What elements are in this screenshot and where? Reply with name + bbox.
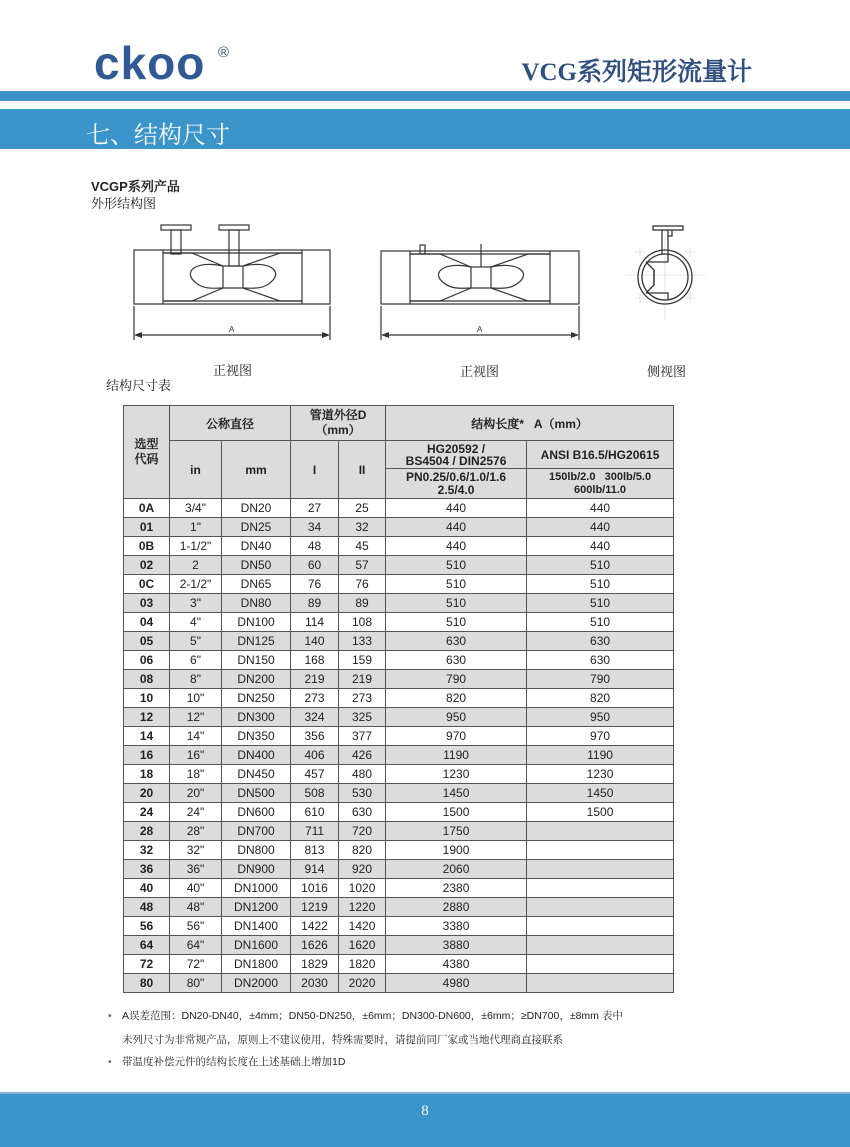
- header-pressure-hg: PN0.25/0.6/1.0/1.6 2.5/4.0: [386, 469, 527, 499]
- cell-ansi: 510: [527, 613, 674, 632]
- dimension-a-label: A: [229, 325, 235, 334]
- header-pressure-ansi: 150lb/2.0 300lb/5.0 600lb/11.0: [527, 469, 674, 499]
- cell-hg: 970: [386, 727, 527, 746]
- table-row: [124, 936, 674, 955]
- cell-d1: 324: [291, 708, 339, 727]
- cell-hg: 510: [386, 556, 527, 575]
- cell-d1: 60: [291, 556, 339, 575]
- cell-code: 64: [124, 936, 170, 955]
- cell-d2: 480: [339, 765, 386, 784]
- cell-d1: 914: [291, 860, 339, 879]
- cell-code: 01: [124, 518, 170, 537]
- cell-mm: DN450: [222, 765, 291, 784]
- cell-ansi: 820: [527, 689, 674, 708]
- cell-hg: 3380: [386, 917, 527, 936]
- cell-ansi: [527, 879, 674, 898]
- cell-mm: DN250: [222, 689, 291, 708]
- notes: [108, 1006, 623, 1073]
- cell-d1: 76: [291, 575, 339, 594]
- cell-hg: 440: [386, 499, 527, 518]
- table-row: [124, 594, 674, 613]
- cell-ansi: 1450: [527, 784, 674, 803]
- cell-code: 08: [124, 670, 170, 689]
- cell-hg: 4980: [386, 974, 527, 993]
- cell-code: 0C: [124, 575, 170, 594]
- cell-ansi: [527, 822, 674, 841]
- cell-in: 28": [170, 822, 222, 841]
- cell-d1: 1829: [291, 955, 339, 974]
- cell-mm: DN1400: [222, 917, 291, 936]
- cell-hg: 440: [386, 518, 527, 537]
- front-view-diagram-2: [378, 240, 593, 340]
- cell-in: 32": [170, 841, 222, 860]
- cell-d1: 406: [291, 746, 339, 765]
- cell-d2: 820: [339, 841, 386, 860]
- cell-d2: 32: [339, 518, 386, 537]
- cell-code: 36: [124, 860, 170, 879]
- table-row: [124, 898, 674, 917]
- cell-d2: 530: [339, 784, 386, 803]
- cell-ansi: 510: [527, 556, 674, 575]
- cell-d1: 508: [291, 784, 339, 803]
- cell-hg: 1230: [386, 765, 527, 784]
- table-row: [124, 803, 674, 822]
- table-row: [124, 727, 674, 746]
- header-std-hg: HG20592 / BS4504 / DIN2576: [386, 441, 527, 469]
- cell-in: 24": [170, 803, 222, 822]
- cell-in: 20": [170, 784, 222, 803]
- cell-mm: DN80: [222, 594, 291, 613]
- cell-ansi: 440: [527, 518, 674, 537]
- cell-ansi: 1500: [527, 803, 674, 822]
- cell-mm: DN900: [222, 860, 291, 879]
- table-row: [124, 689, 674, 708]
- cell-code: 24: [124, 803, 170, 822]
- note-1: • A误差范围：DN20-DN40，±4mm；DN50-DN250，±6mm；DN300-DN600，±6mm；≥DN700，±8mm 表中: [108, 1010, 623, 1022]
- cell-d1: 610: [291, 803, 339, 822]
- cell-ansi: [527, 917, 674, 936]
- cell-hg: 2880: [386, 898, 527, 917]
- cell-d2: 377: [339, 727, 386, 746]
- cell-d1: 1219: [291, 898, 339, 917]
- cell-ansi: 790: [527, 670, 674, 689]
- cell-d2: 159: [339, 651, 386, 670]
- cell-d1: 711: [291, 822, 339, 841]
- cell-d2: 133: [339, 632, 386, 651]
- cell-hg: 820: [386, 689, 527, 708]
- cell-code: 28: [124, 822, 170, 841]
- cell-d1: 457: [291, 765, 339, 784]
- header-in: in: [170, 441, 222, 499]
- cell-d2: 1620: [339, 936, 386, 955]
- series-heading: VCGP系列产品: [91, 179, 180, 194]
- cell-ansi: [527, 974, 674, 993]
- cell-hg: 1750: [386, 822, 527, 841]
- cell-ansi: 440: [527, 537, 674, 556]
- cell-code: 0B: [124, 537, 170, 556]
- cell-in: 56": [170, 917, 222, 936]
- table-row: [124, 841, 674, 860]
- table-row: [124, 556, 674, 575]
- cell-d2: 108: [339, 613, 386, 632]
- cell-in: 14": [170, 727, 222, 746]
- cell-in: 36": [170, 860, 222, 879]
- cell-code: 80: [124, 974, 170, 993]
- cell-d2: 920: [339, 860, 386, 879]
- cell-code: 03: [124, 594, 170, 613]
- cell-mm: DN125: [222, 632, 291, 651]
- page-number: 8: [421, 1103, 429, 1119]
- cell-in: 2-1/2": [170, 575, 222, 594]
- cell-d2: 720: [339, 822, 386, 841]
- table-row: [124, 651, 674, 670]
- cell-d1: 1626: [291, 936, 339, 955]
- cell-in: 2: [170, 556, 222, 575]
- header-nominal: 公称直径: [170, 406, 291, 441]
- header-pipe-od: 管道外径D（mm）: [291, 406, 386, 441]
- cell-hg: 510: [386, 575, 527, 594]
- cell-d2: 1020: [339, 879, 386, 898]
- cell-in: 64": [170, 936, 222, 955]
- cell-d2: 1220: [339, 898, 386, 917]
- cell-hg: 790: [386, 670, 527, 689]
- front-view-diagram-1: [125, 220, 340, 340]
- front-view-caption-2: 正视图: [460, 364, 500, 379]
- cell-code: 04: [124, 613, 170, 632]
- cell-mm: DN1600: [222, 936, 291, 955]
- cell-hg: 1500: [386, 803, 527, 822]
- cell-d1: 168: [291, 651, 339, 670]
- cell-in: 3": [170, 594, 222, 613]
- note-1-text: A误差范围：DN20-DN40，±4mm；DN50-DN250，±6mm；DN300-DN600，±6mm；≥DN700，±8mm 表中: [122, 1010, 623, 1022]
- cell-hg: 1450: [386, 784, 527, 803]
- cell-in: 6": [170, 651, 222, 670]
- cell-hg: 1190: [386, 746, 527, 765]
- cell-mm: DN1800: [222, 955, 291, 974]
- cell-hg: 1900: [386, 841, 527, 860]
- cell-in: 4": [170, 613, 222, 632]
- cell-d2: 1820: [339, 955, 386, 974]
- cell-d1: 1016: [291, 879, 339, 898]
- cell-ansi: 970: [527, 727, 674, 746]
- table-row: [124, 955, 674, 974]
- header-length: 结构长度* A（mm）: [386, 406, 674, 441]
- cell-code: 05: [124, 632, 170, 651]
- header-std-ansi: ANSI B16.5/HG20615: [527, 441, 674, 469]
- cell-in: 1-1/2": [170, 537, 222, 556]
- table-row: [124, 670, 674, 689]
- cell-code: 56: [124, 917, 170, 936]
- table-row: [124, 784, 674, 803]
- dimension-table: [123, 405, 674, 993]
- cell-code: 06: [124, 651, 170, 670]
- cell-code: 16: [124, 746, 170, 765]
- cell-d1: 114: [291, 613, 339, 632]
- cell-mm: DN50: [222, 556, 291, 575]
- cell-d1: 89: [291, 594, 339, 613]
- svg-text:A: A: [477, 325, 483, 334]
- cell-code: 18: [124, 765, 170, 784]
- header-od-ii: II: [339, 441, 386, 499]
- table-row: [124, 708, 674, 727]
- cell-mm: DN350: [222, 727, 291, 746]
- table-row: [124, 575, 674, 594]
- cell-hg: 440: [386, 537, 527, 556]
- cell-mm: DN800: [222, 841, 291, 860]
- cell-in: 5": [170, 632, 222, 651]
- cell-mm: DN300: [222, 708, 291, 727]
- table-row: [124, 746, 674, 765]
- cell-mm: DN100: [222, 613, 291, 632]
- cell-in: 80": [170, 974, 222, 993]
- cell-code: 48: [124, 898, 170, 917]
- cell-in: 10": [170, 689, 222, 708]
- cell-d2: 426: [339, 746, 386, 765]
- cell-in: 1": [170, 518, 222, 537]
- cell-d1: 48: [291, 537, 339, 556]
- cell-in: 16": [170, 746, 222, 765]
- cell-hg: 2380: [386, 879, 527, 898]
- cell-mm: DN200: [222, 670, 291, 689]
- table-row: [124, 765, 674, 784]
- cell-mm: DN20: [222, 499, 291, 518]
- cell-mm: DN65: [222, 575, 291, 594]
- note-1-continued: [122, 1030, 623, 1051]
- table-row: [124, 518, 674, 537]
- cell-ansi: 630: [527, 632, 674, 651]
- table-title: 结构尺寸表: [106, 378, 172, 393]
- outline-heading: 外形结构图: [91, 196, 157, 211]
- cell-in: 48": [170, 898, 222, 917]
- cell-code: 10: [124, 689, 170, 708]
- cell-ansi: 510: [527, 594, 674, 613]
- table-row: [124, 537, 674, 556]
- cell-d2: 1420: [339, 917, 386, 936]
- cell-d1: 27: [291, 499, 339, 518]
- cell-ansi: 1230: [527, 765, 674, 784]
- header-divider: [0, 91, 850, 101]
- table-row: [124, 860, 674, 879]
- table-row: [124, 499, 674, 518]
- table-row: [124, 822, 674, 841]
- cell-d1: 356: [291, 727, 339, 746]
- table-row: [124, 879, 674, 898]
- cell-hg: 950: [386, 708, 527, 727]
- cell-code: 32: [124, 841, 170, 860]
- side-view-diagram: [620, 220, 710, 320]
- header-code: 选型代码: [124, 406, 170, 499]
- cell-d1: 2030: [291, 974, 339, 993]
- registered-mark: ®: [218, 44, 230, 61]
- cell-d2: 89: [339, 594, 386, 613]
- cell-mm: DN700: [222, 822, 291, 841]
- cell-ansi: [527, 898, 674, 917]
- cell-code: 12: [124, 708, 170, 727]
- cell-hg: 3880: [386, 936, 527, 955]
- cell-ansi: [527, 936, 674, 955]
- note-1b-text: 未列尺寸为非常规产品，原则上不建议使用，特殊需要时，请提前同厂家或当地代理商直接联系: [122, 1034, 563, 1046]
- side-view-caption: 侧视图: [647, 364, 687, 379]
- cell-code: 72: [124, 955, 170, 974]
- cell-hg: 4380: [386, 955, 527, 974]
- cell-mm: DN1200: [222, 898, 291, 917]
- front-view-caption-1: 正视图: [213, 363, 253, 378]
- cell-d1: 813: [291, 841, 339, 860]
- cell-code: 40: [124, 879, 170, 898]
- cell-ansi: 440: [527, 499, 674, 518]
- note-2: • 带温度补偿元件的结构长度在上述基础上增加1D: [108, 1056, 346, 1068]
- cell-mm: DN500: [222, 784, 291, 803]
- brand-logo: ckoo: [94, 37, 206, 89]
- table-row: [124, 613, 674, 632]
- cell-ansi: [527, 860, 674, 879]
- document-title: VCG系列矩形流量计: [521, 59, 752, 86]
- cell-in: 40": [170, 879, 222, 898]
- cell-in: 12": [170, 708, 222, 727]
- table-row: [124, 917, 674, 936]
- cell-code: 20: [124, 784, 170, 803]
- cell-code: 0A: [124, 499, 170, 518]
- cell-mm: DN150: [222, 651, 291, 670]
- cell-d1: 273: [291, 689, 339, 708]
- cell-mm: DN25: [222, 518, 291, 537]
- cell-d2: 57: [339, 556, 386, 575]
- cell-d2: 273: [339, 689, 386, 708]
- cell-ansi: 510: [527, 575, 674, 594]
- table-row: [124, 632, 674, 651]
- cell-ansi: 630: [527, 651, 674, 670]
- cell-d1: 140: [291, 632, 339, 651]
- note-2-text: 带温度补偿元件的结构长度在上述基础上增加1D: [122, 1056, 346, 1068]
- cell-mm: DN600: [222, 803, 291, 822]
- cell-in: 72": [170, 955, 222, 974]
- cell-hg: 630: [386, 651, 527, 670]
- cell-d1: 34: [291, 518, 339, 537]
- cell-code: 02: [124, 556, 170, 575]
- cell-mm: DN2000: [222, 974, 291, 993]
- cell-hg: 510: [386, 594, 527, 613]
- cell-d1: 1422: [291, 917, 339, 936]
- cell-d2: 25: [339, 499, 386, 518]
- header-od-i: I: [291, 441, 339, 499]
- cell-in: 8": [170, 670, 222, 689]
- cell-ansi: [527, 955, 674, 974]
- cell-d2: 45: [339, 537, 386, 556]
- cell-mm: DN1000: [222, 879, 291, 898]
- cell-code: 14: [124, 727, 170, 746]
- table-row: [124, 974, 674, 993]
- cell-d1: 219: [291, 670, 339, 689]
- cell-ansi: 950: [527, 708, 674, 727]
- cell-hg: 510: [386, 613, 527, 632]
- cell-hg: 2060: [386, 860, 527, 879]
- cell-hg: 630: [386, 632, 527, 651]
- cell-ansi: [527, 841, 674, 860]
- cell-d2: 630: [339, 803, 386, 822]
- cell-in: 3/4": [170, 499, 222, 518]
- cell-d2: 219: [339, 670, 386, 689]
- header-mm: mm: [222, 441, 291, 499]
- cell-d2: 325: [339, 708, 386, 727]
- cell-in: 18": [170, 765, 222, 784]
- cell-mm: DN400: [222, 746, 291, 765]
- cell-ansi: 1190: [527, 746, 674, 765]
- cell-mm: DN40: [222, 537, 291, 556]
- section-title: 七、结构尺寸: [86, 122, 230, 149]
- cell-d2: 2020: [339, 974, 386, 993]
- cell-d2: 76: [339, 575, 386, 594]
